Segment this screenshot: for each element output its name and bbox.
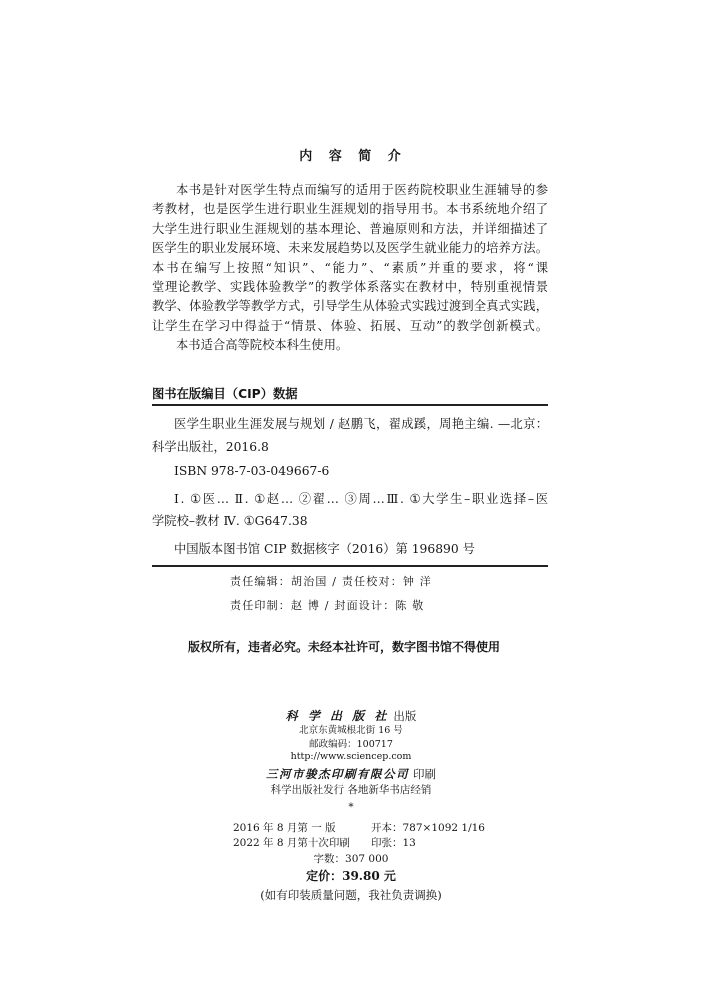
summary-line: 大学生进行职业生涯规划的基本理论、普遍原则和方法，并详细描述了 — [152, 221, 548, 236]
printer-name: 三河市骏杰印刷有限公司 — [266, 767, 409, 781]
printer-line — [201, 766, 501, 781]
cip-record-number: 中国版本图书馆 CIP 数据核字（2016）第 196890 号 — [174, 542, 475, 556]
publisher-line — [201, 708, 501, 723]
publisher-postcode: 邮政编码：100717 — [309, 739, 393, 750]
summary-line: 教学、体验教学等教学方式，引导学生从体验式实践过渡到全真式实践， — [152, 299, 548, 314]
cip-subjects-line2: 学院校–教材 Ⅳ. ①G647.38 — [152, 514, 308, 528]
summary-body — [152, 181, 548, 356]
summary-title: 内 容 简 介 — [299, 149, 407, 164]
summary-line: 本书是针对医学生特点而编写的适用于医药院校职业生涯辅导的参 — [176, 183, 548, 197]
cip-isbn: ISBN 978-7-03-049667-6 — [174, 464, 330, 478]
publisher-address: 北京东黄城根北街 16 号 — [299, 725, 403, 736]
summary-line: 本书在编写上按照“知识”、“能力”、“素质”并重的要求，将“课 — [152, 260, 548, 275]
credits-editors: 责任编辑：胡治国 / 责任校对：钟 洋 — [230, 575, 432, 588]
cip-subjects-line1: Ⅰ. ①医… Ⅱ. ①赵… ②翟… ③周…Ⅲ. ①大学生–职业选择–医 — [174, 492, 548, 506]
publisher-suffix: 出版 — [393, 709, 417, 723]
printer-suffix: 印刷 — [413, 767, 436, 781]
word-count: 字数：307 000 — [313, 853, 389, 865]
cip-top-rule — [152, 404, 548, 406]
publisher-logo: 科 学 出 版 社 — [285, 709, 390, 723]
printed-sheets: 印张：13 — [371, 837, 416, 849]
credits-production: 责任印制：赵 博 / 封面设计：陈 敬 — [230, 599, 425, 612]
summary-line: 考教材，也是医学生进行职业生涯规划的指导用书。本书系统地介绍了 — [152, 202, 548, 217]
separator-asterisk: * — [348, 801, 354, 813]
edition-row — [233, 821, 485, 835]
cip-entry-line1: 医学生职业生涯发展与规划 / 赵鹏飞，翟成蹊，周艳主编. —北京： — [174, 417, 548, 431]
summary-line: 医学生的职业发展环境、未来发展趋势以及医学生就业能力的培养方法。 — [152, 241, 548, 256]
replacement-note: (如有印装质量问题，我社负责调换) — [260, 888, 442, 902]
copyright-notice: 版权所有，违者必究。未经本社许可，数字图书馆不得使用 — [188, 640, 501, 654]
cip-entry-line2: 科学出版社，2016.8 — [152, 440, 269, 454]
edition-date: 2016 年 8 月第 一 版 — [233, 822, 336, 834]
summary-line: 让学生在学习中得益于“情景、体验、拓展、互动”的教学创新模式。 — [152, 318, 548, 333]
cip-bottom-rule — [152, 565, 548, 567]
distribution-line: 科学出版社发行 各地新华书店经销 — [270, 784, 432, 796]
printing-date: 2022 年 8 月第十次印刷 — [233, 837, 350, 849]
summary-closing: 本书适合高等院校本科生使用。 — [176, 338, 349, 353]
summary-line: 堂理论教学、实践体验教学”的教学体系落实在教材中，特别重视情景 — [152, 279, 548, 294]
printing-row — [233, 836, 416, 850]
cip-heading: 图书在版编目（CIP）数据 — [152, 387, 298, 401]
price: 定价：39.80 元 — [306, 869, 396, 883]
book-format: 开本：787×1092 1/16 — [371, 822, 485, 834]
publisher-website: http://www.sciencep.com — [290, 751, 412, 762]
